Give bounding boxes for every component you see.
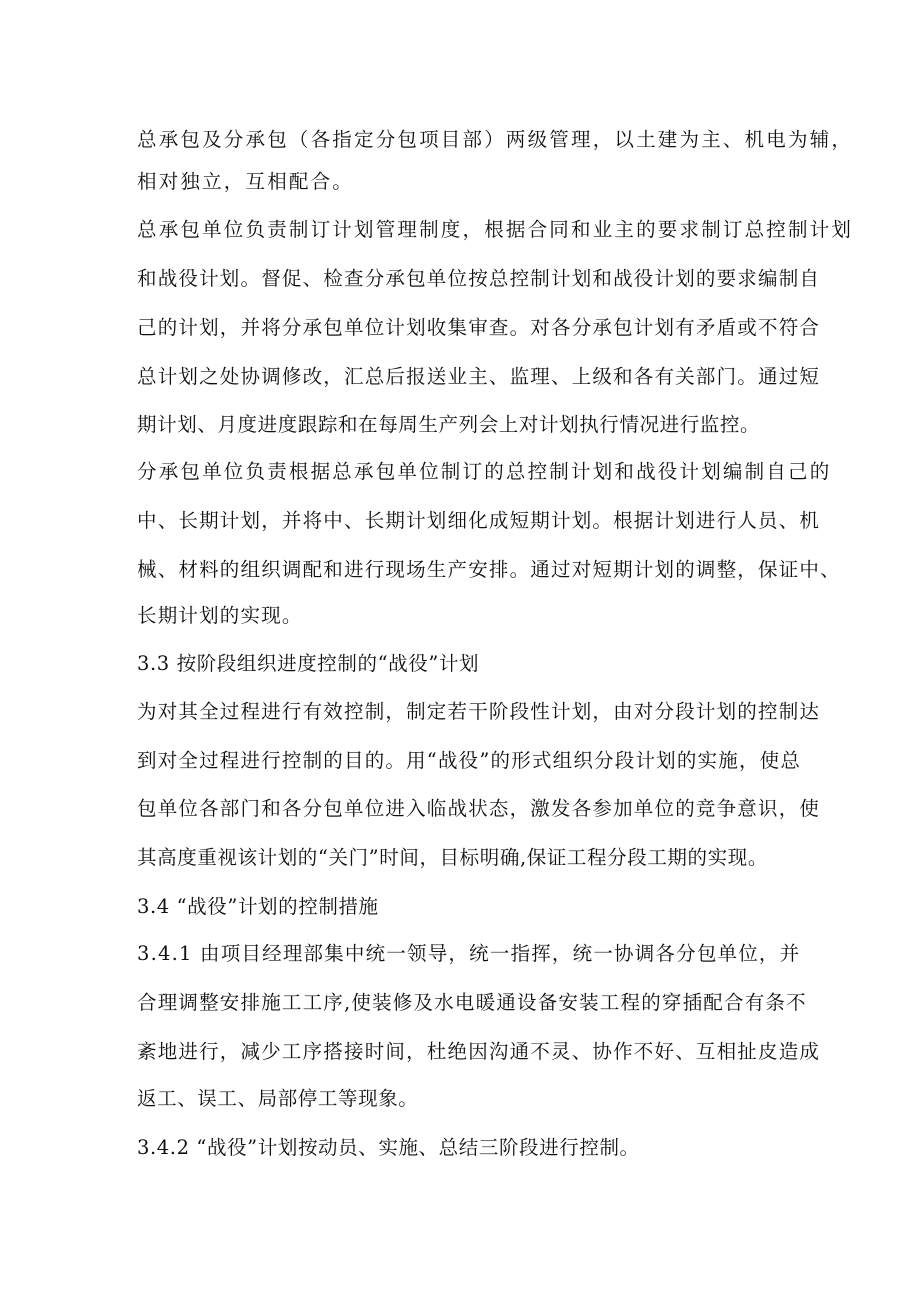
paragraph-line: 包单位各部门和各分包单位进入临战状态，激发各参加单位的竞争意识，使 — [137, 797, 821, 820]
paragraph-line: 期计划、月度进度跟踪和在每周生产列会上对计划执行情况进行监控。 — [137, 413, 761, 436]
section-heading: 3.4 “战役”计划的控制措施 — [137, 895, 379, 918]
paragraph-line: 总承包单位负责制订计划管理制度，根据合同和业主的要求制订总控制计划 — [137, 218, 854, 241]
paragraph-line: 为对其全过程进行有效控制，制定若干阶段性计划，由对分段计划的控制达 — [137, 700, 821, 723]
paragraph-line: 械、材料的组织调配和进行现场生产安排。通过对短期计划的调整，保证中、 — [137, 558, 841, 581]
paragraph-line: 长期计划的实现。 — [137, 604, 303, 627]
paragraph-line: 总承包及分承包（各指定分包项目部）两级管理，以土建为主、机电为辅， — [137, 128, 854, 151]
paragraph-line: 其高度重视该计划的“关门”时间，目标明确,保证工程分段工期的实现。 — [137, 846, 768, 869]
subsection-line: 3.4.2 “战役”计划按动员、实施、总结三阶段进行控制。 — [137, 1136, 640, 1159]
paragraph-line: 到对全过程进行控制的目的。用“战役”的形式组织分段计划的实施，使总 — [137, 749, 802, 772]
paragraph-line: 合理调整安排施工工序,使装修及水电暖通设备安装工程的穿插配合有条不 — [137, 991, 807, 1014]
paragraph-line: 和战役计划。督促、检查分承包单位按总控制计划和战役计划的要求编制自 — [137, 267, 821, 290]
paragraph-line: 返工、误工、局部停工等现象。 — [137, 1087, 419, 1110]
subsection-line: 3.4.1 由项目经理部集中统一领导，统一指挥，统一协调各分包单位，并 — [137, 942, 801, 965]
paragraph-line: 分承包单位负责根据总承包单位制订的总控制计划和战役计划编制自己的 — [137, 460, 832, 483]
paragraph-line: 己的计划，并将分承包单位计划收集审查。对各分承包计划有矛盾或不符合 — [137, 316, 821, 339]
section-heading: 3.3 按阶段组织进度控制的“战役”计划 — [137, 652, 480, 675]
paragraph-line: 中、长期计划，并将中、长期计划细化成短期计划。根据计划进行人员、机 — [137, 509, 821, 532]
paragraph-line: 相对独立，互相配合。 — [137, 170, 355, 193]
paragraph-line: 总计划之处协调修改，汇总后报送业主、监理、上级和各有关部门。通过短 — [137, 365, 821, 388]
paragraph-line: 紊地进行，减少工序搭接时间，杜绝因沟通不灵、协作不好、互相扯皮造成 — [137, 1040, 821, 1063]
